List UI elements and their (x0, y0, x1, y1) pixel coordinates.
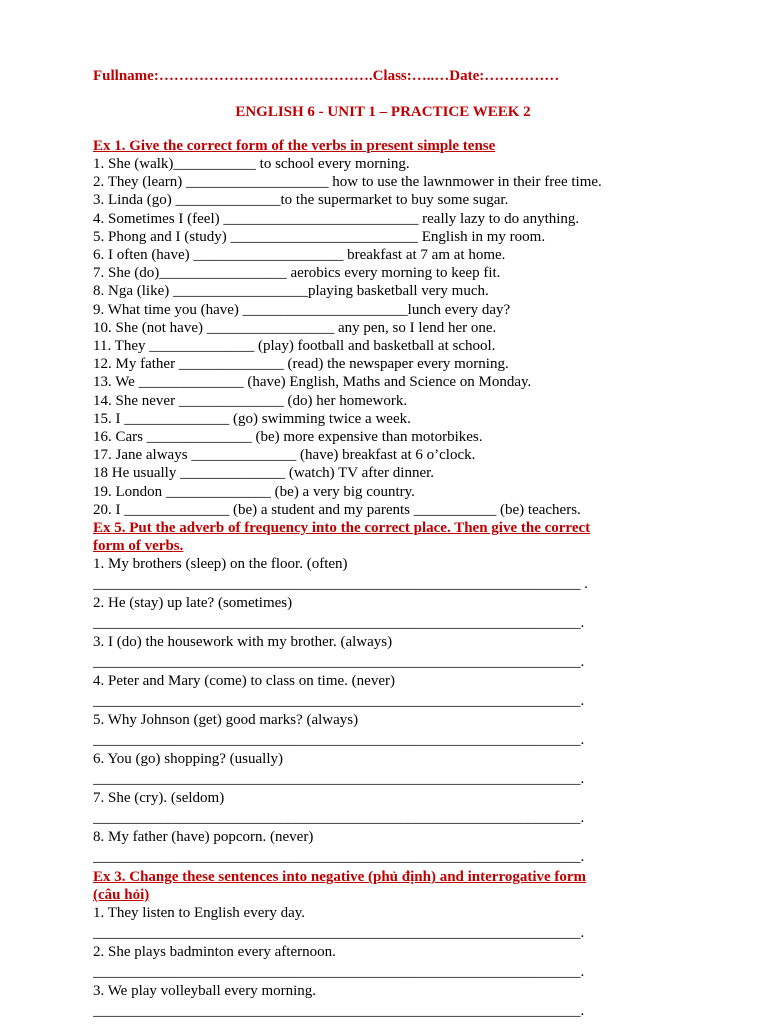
ex1-item: 10. She (not have) _________________ any pen, so I lend her one. (93, 319, 497, 336)
ex5-answer-line[interactable] (93, 653, 673, 671)
answer-blank[interactable]: _________________________________________________________________ (93, 1003, 581, 1020)
ex1-item: 3. Linda (go) ______________to the supermarket to buy some sugar. (93, 192, 509, 209)
ex1-item: 15. I ______________ (go) swimming twice a week. (93, 410, 411, 427)
answer-end-mark: . (580, 810, 585, 827)
ex5-question: 4. Peter and Mary (come) to class on time. (never) (93, 673, 395, 690)
ex5-answer-line[interactable] (93, 770, 673, 788)
ex1-item: 20. I ______________ (be) a student and my parents ___________ (be) teachers. (93, 501, 581, 518)
answer-blank[interactable]: _________________________________________________________________ (93, 810, 581, 827)
answer-blank[interactable]: _________________________________________________________________ (93, 693, 581, 710)
ex1-list (93, 155, 673, 519)
answer-blank[interactable]: _________________________________________________________________ (93, 654, 581, 671)
ex3-answer-line[interactable] (93, 924, 673, 942)
answer-blank[interactable]: _________________________________________________________________ (93, 732, 581, 749)
ex5-question: 2. He (stay) up late? (sometimes) (93, 595, 293, 612)
answer-blank[interactable]: _________________________________________________________________ (93, 576, 581, 593)
ex1-item: 9. What time you (have) ______________________lunch every day? (93, 301, 511, 318)
ex1-item: 7. She (do)_________________ aerobics every morning to keep fit. (93, 265, 501, 282)
ex5-title-line2: form of verbs. (93, 538, 184, 555)
ex1-item: 4. Sometimes I (feel) __________________________ really lazy to do anything. (93, 210, 580, 227)
ex3-answer-line[interactable] (93, 1002, 673, 1020)
answer-end-mark: . (580, 615, 585, 632)
answer-end-mark: . (580, 1003, 585, 1020)
ex3-question: 1. They listen to English every day. (93, 905, 306, 922)
ex5-answer-line[interactable] (93, 692, 673, 710)
worksheet (93, 68, 673, 1021)
ex5-question: 5. Why Johnson (get) good marks? (always) (93, 712, 359, 729)
ex1-item: 2. They (learn) ___________________ how to use the lawnmower in their free time. (93, 174, 602, 191)
answer-blank[interactable]: _________________________________________________________________ (93, 849, 581, 866)
ex5-question: 7. She (cry). (seldom) (93, 790, 225, 807)
ex3-title-line1: Ex 3. Change these sentences into negative (phủ định) and interrogative form (93, 869, 587, 886)
answer-end-mark: . (580, 693, 585, 710)
answer-blank[interactable]: _________________________________________________________________ (93, 615, 581, 632)
answer-end-mark: . (580, 654, 585, 671)
fullname-class-date-line: Fullname:…………………………………….Class:…..…Date:…………… (93, 68, 560, 84)
answer-end-mark: . (580, 576, 588, 593)
answer-blank[interactable]: _________________________________________________________________ (93, 925, 581, 942)
ex3-title (93, 868, 673, 904)
ex3-list (93, 904, 673, 1020)
ex1-item: 6. I often (have) ____________________ breakfast at 7 am at home. (93, 247, 506, 264)
ex1-title: Ex 1. Give the correct form of the verbs in present simple tense (93, 138, 496, 154)
answer-end-mark: . (580, 964, 585, 981)
ex1-item: 17. Jane always ______________ (have) breakfast at 6 o’clock. (93, 447, 476, 464)
ex1-item: 11. They ______________ (play) football and basketball at school. (93, 338, 496, 355)
page-title: ENGLISH 6 - UNIT 1 – PRACTICE WEEK 2 (235, 104, 531, 120)
ex3-title-line2: (câu hỏi) (93, 887, 150, 904)
ex5-question: 1. My brothers (sleep) on the floor. (often) (93, 556, 348, 573)
ex1-item: 8. Nga (like) __________________playing basketball very much. (93, 283, 489, 300)
ex3-question: 2. She plays badminton every afternoon. (93, 944, 336, 961)
ex1-item: 14. She never ______________ (do) her homework. (93, 392, 408, 409)
ex1-item: 13. We ______________ (have) English, Maths and Science on Monday. (93, 374, 532, 391)
ex3-question: 3. We play volleyball every morning. (93, 983, 317, 1000)
ex1-item: 5. Phong and I (study) _________________________ English in my room. (93, 228, 546, 245)
ex5-title (93, 519, 673, 555)
ex5-question: 6. You (go) shopping? (usually) (93, 751, 283, 768)
answer-blank[interactable]: _________________________________________________________________ (93, 964, 581, 981)
ex5-answer-line[interactable] (93, 614, 673, 632)
answer-blank[interactable]: _________________________________________________________________ (93, 771, 581, 788)
answer-end-mark: . (580, 925, 585, 942)
ex1-item: 12. My father ______________ (read) the newspaper every morning. (93, 356, 509, 373)
answer-end-mark: . (580, 771, 585, 788)
ex5-question: 3. I (do) the housework with my brother. (always) (93, 634, 393, 651)
ex5-answer-line[interactable] (93, 848, 673, 866)
ex5-list (93, 555, 673, 866)
ex5-question: 8. My father (have) popcorn. (never) (93, 829, 314, 846)
answer-end-mark: . (580, 732, 585, 749)
ex1-item: 1. She (walk)___________ to school every morning. (93, 156, 410, 172)
ex5-answer-line[interactable] (93, 575, 673, 593)
ex5-title-line1: Ex 5. Put the adverb of frequency into the correct place. Then give the correct (93, 520, 591, 537)
ex5-answer-line[interactable] (93, 809, 673, 827)
ex3-answer-line[interactable] (93, 963, 673, 981)
answer-end-mark: . (580, 849, 585, 866)
ex5-answer-line[interactable] (93, 731, 673, 749)
ex1-item: 16. Cars ______________ (be) more expensive than motorbikes. (93, 429, 483, 446)
ex1-item: 19. London ______________ (be) a very big country. (93, 483, 415, 500)
ex1-item: 18 He usually ______________ (watch) TV after dinner. (93, 465, 435, 482)
